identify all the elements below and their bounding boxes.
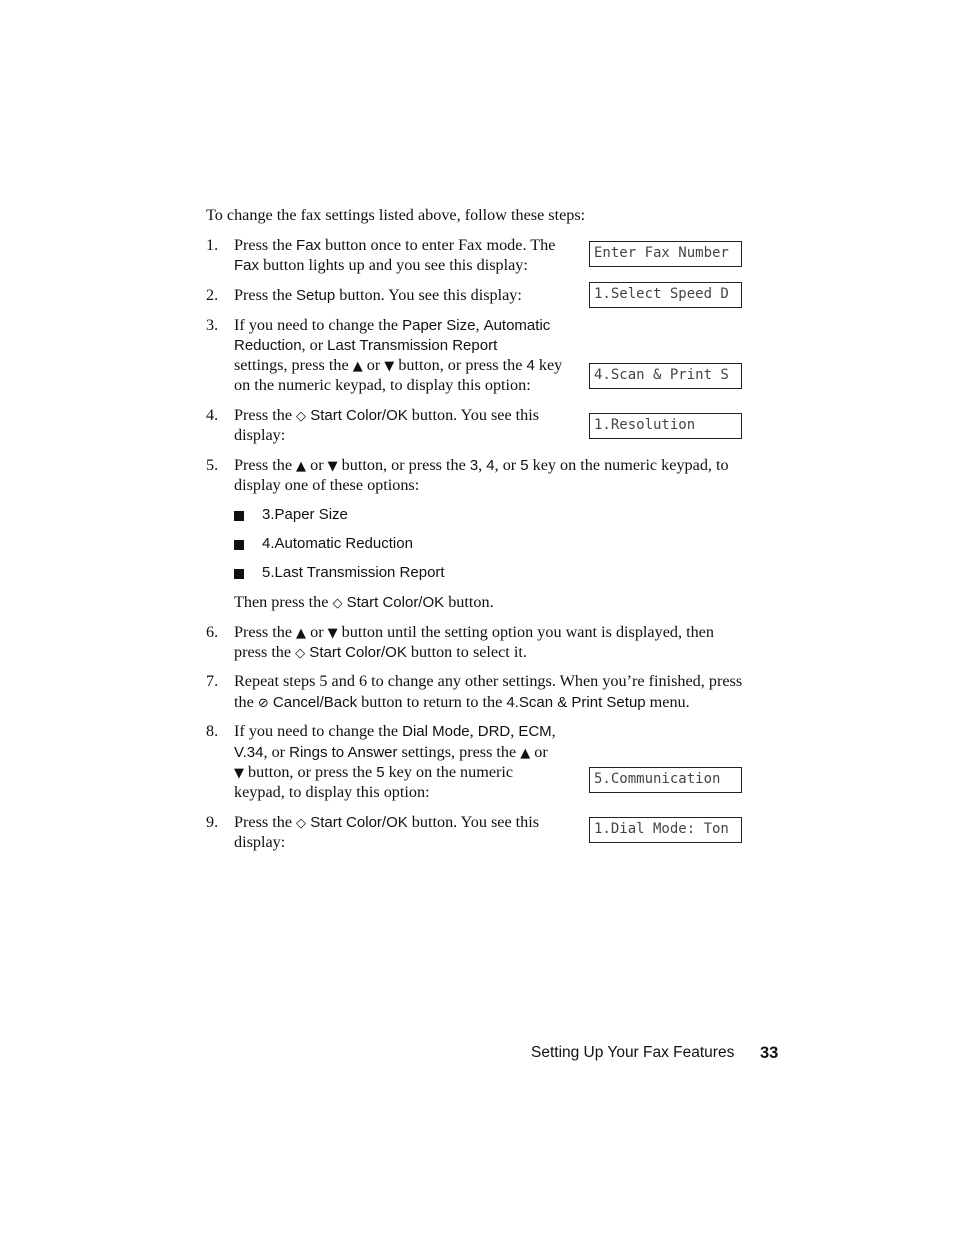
step-4-line-1: Press the ◇ Start Color/OK button. You see this: [234, 406, 540, 424]
step-number: 4.: [206, 406, 219, 424]
up-arrow-icon: ▲: [296, 459, 307, 474]
step-5-line-2: display one of these options:: [234, 476, 420, 494]
option-item: 3.Paper Size: [262, 506, 348, 523]
footer-section-title: Setting Up Your Fax Features: [531, 1044, 735, 1061]
bullet-square-icon: [234, 540, 244, 550]
step-2-line-1: Press the Setup button. You see this display:: [234, 286, 522, 304]
step-8-line-4: keypad, to display this option:: [234, 783, 430, 801]
fax-button-label: Fax: [234, 257, 260, 274]
step-number: 1.: [206, 236, 219, 254]
lcd-display-select-speed-dial: 1.Select Speed D: [589, 282, 742, 308]
option-item: 4.Automatic Reduction: [262, 535, 413, 552]
step-5-line-1: Press the ▲ or ▼ button, or press the 3, 4, or 5 key on the numeric keypad, to: [234, 456, 729, 474]
page-number: 33: [760, 1044, 779, 1062]
down-arrow-icon: ▼: [234, 766, 244, 781]
step-9-line-2: display:: [234, 833, 286, 851]
then-press-line: Then press the ◇ Start Color/OK button.: [234, 593, 494, 611]
step-number: 5.: [206, 456, 219, 474]
step-6-line-2: press the ◇ Start Color/OK button to select it.: [234, 643, 527, 661]
step-1-line-2: Fax button lights up and you see this display:: [234, 256, 528, 274]
step-3-line-2: Reduction, or Last Transmission Report: [234, 336, 498, 354]
step-6-line-1: Press the ▲ or ▼ button until the setting option you want is displayed, then: [234, 623, 714, 641]
step-4-line-2: display:: [234, 426, 286, 444]
step-8-line-3: ▼ button, or press the 5 key on the numeric: [234, 763, 514, 781]
lcd-display-dial-mode: 1.Dial Mode: Ton: [589, 817, 742, 843]
up-arrow-icon: ▲: [352, 359, 363, 374]
step-8-line-1: If you need to change the Dial Mode, DRD, ECM,: [234, 722, 556, 740]
step-number: 2.: [206, 286, 219, 304]
down-arrow-icon: ▼: [327, 459, 338, 474]
up-arrow-icon: ▲: [296, 626, 307, 641]
step-number: 8.: [206, 722, 219, 740]
step-1-line-1: Press the Fax button once to enter Fax mode. The: [234, 236, 556, 254]
lcd-display-scan-print-setup: 4.Scan & Print S: [589, 363, 742, 389]
step-7-line-1: Repeat steps 5 and 6 to change any other settings. When you’re finished, press: [234, 672, 743, 690]
start-icon: ◇: [296, 816, 307, 831]
step-8-line-2: V.34, or Rings to Answer settings, press the ▲ or: [234, 743, 548, 761]
cancel-icon: ⊘: [257, 696, 269, 711]
bullet-square-icon: [234, 569, 244, 579]
step-number: 9.: [206, 813, 219, 831]
option-item: 5.Last Transmission Report: [262, 564, 445, 581]
step-number: 3.: [206, 316, 219, 334]
step-3-line-3: settings, press the ▲ or ▼ button, or press the 4 key: [234, 356, 563, 374]
step-number: 6.: [206, 623, 219, 641]
start-icon: ◇: [296, 409, 307, 424]
down-arrow-icon: ▼: [327, 626, 338, 641]
step-3-line-1: If you need to change the Paper Size, Automatic: [234, 316, 551, 334]
intro-text: To change the fax settings listed above, follow these steps:: [206, 206, 586, 224]
lcd-display-enter-fax-number: Enter Fax Number: [589, 241, 742, 267]
start-icon: ◇: [295, 646, 306, 661]
step-7-line-2: the ⊘ Cancel/Back button to return to the 4.Scan & Print Setup menu.: [234, 693, 690, 711]
start-icon: ◇: [332, 596, 343, 611]
step-3-line-4: on the numeric keypad, to display this option:: [234, 376, 531, 394]
bullet-square-icon: [234, 511, 244, 521]
step-number: 7.: [206, 672, 219, 690]
up-arrow-icon: ▲: [520, 746, 531, 761]
step-9-line-1: Press the ◇ Start Color/OK button. You see this: [234, 813, 540, 831]
lcd-display-resolution: 1.Resolution: [589, 413, 742, 439]
lcd-display-communication: 5.Communication: [589, 767, 742, 793]
fax-button-label: Fax: [296, 237, 322, 254]
setup-button-label: Setup: [296, 287, 336, 304]
down-arrow-icon: ▼: [384, 359, 395, 374]
